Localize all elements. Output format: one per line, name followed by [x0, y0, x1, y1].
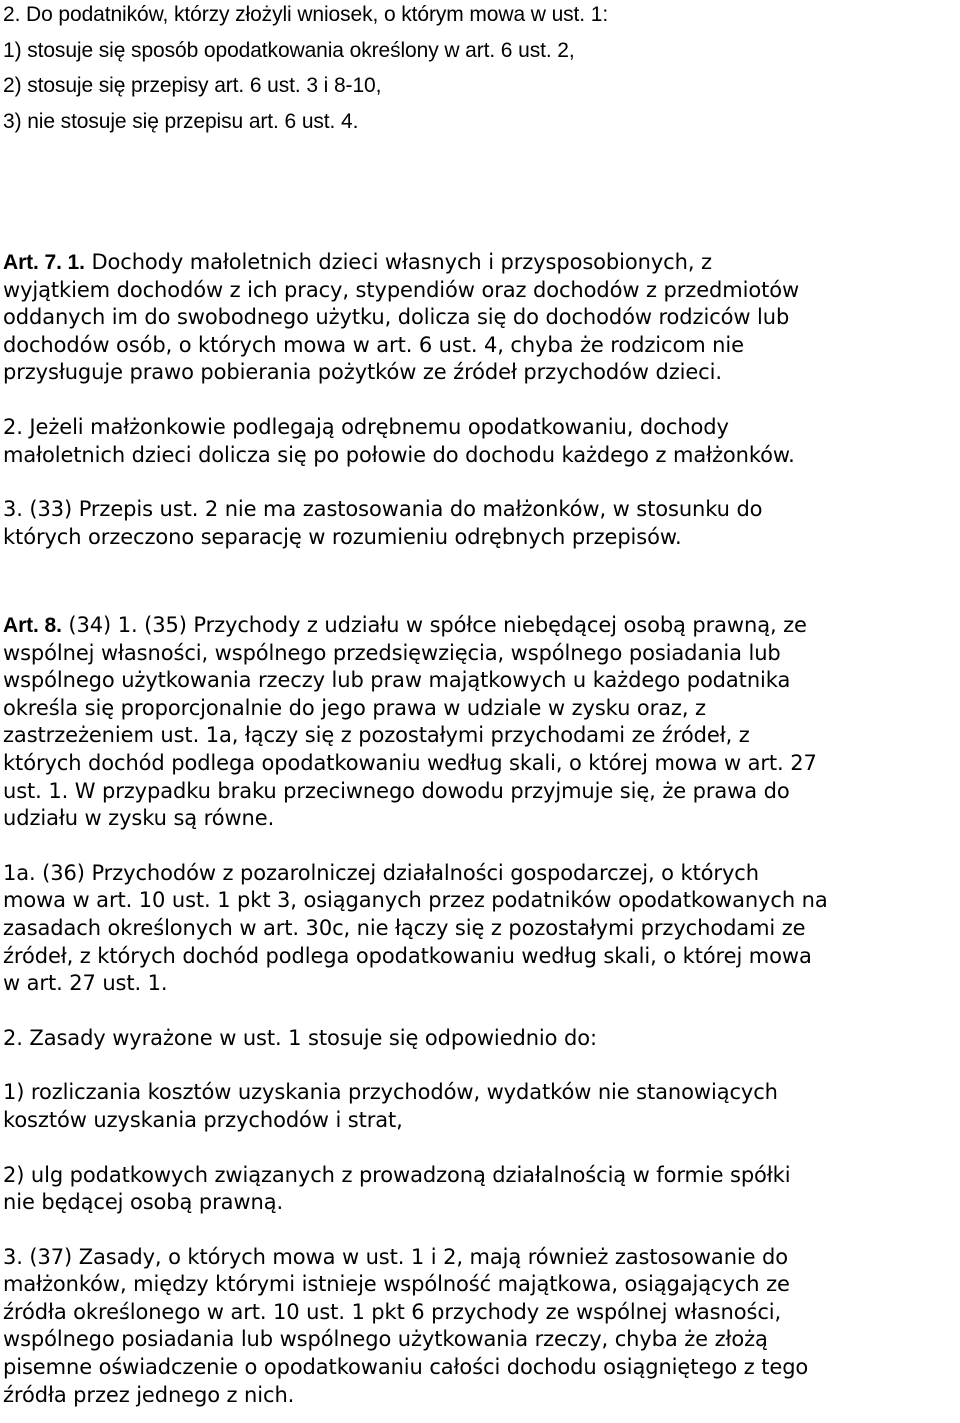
art8-p2-line: 2. Zasady wyrażone w ust. 1 stosuje się odpowiednio do: — [3, 1025, 597, 1050]
art8-p2-item-1-line: kosztów uzyskania przychodów i strat, — [3, 1107, 403, 1132]
intro-item-2: 2) stosuje się przepisy art. 6 ust. 3 i 8-10, — [3, 74, 382, 98]
art8-p1-line — [3, 612, 828, 640]
art8-p3-line: źródła określonego w art. 10 ust. 1 pkt 6 przychody ze wspólnej własności, — [3, 1299, 782, 1324]
article-7 — [3, 249, 799, 551]
art8-p2-item-1-line: 1) rozliczania kosztów uzyskania przychodów, wydatków nie stanowiących — [3, 1080, 778, 1105]
art8-p2-item-2-line: nie będącej osobą prawną. — [3, 1190, 284, 1215]
art8-p3-line: 3. (37) Zasady, o których mowa w ust. 1 i 2, mają również zastosowanie do — [3, 1244, 789, 1269]
art7-p1-text: Dochody małoletnich dzieci własnych i przysposobionych, z — [91, 250, 712, 274]
art8-heading: Art. 8. — [3, 614, 62, 637]
art8-p1a-line: w art. 27 ust. 1. — [3, 971, 168, 996]
art8-p1-line: których dochód podlega opodatkowaniu według skali, o której mowa w art. 27 — [3, 750, 817, 775]
art7-p1-line: wyjątkiem dochodów z ich pracy, stypendiów oraz dochodów z przedmiotów — [3, 277, 800, 302]
art7-p2-line: 2. Jeżeli małżonkowie podlegają odrębnemu opodatkowaniu, dochody — [3, 414, 729, 439]
art8-p3-line: źródła przez jednego z nich. — [3, 1382, 295, 1407]
article-8 — [3, 612, 828, 1409]
art8-p1-line: wspólnego użytkowania rzeczy lub praw majątkowych u każdego podatnika — [3, 668, 791, 693]
art7-p1-line: oddanych im do swobodnego użytku, dolicza się do dochodów rodziców lub — [3, 305, 790, 330]
art7-p2-line: małoletnich dzieci dolicza się po połowie do dochodu każdego z małżonków. — [3, 442, 795, 467]
art8-p3-line: pisemne oświadczenie o opodatkowaniu całości dochodu osiągniętego z tego — [3, 1355, 809, 1380]
art8-p1-line: zastrzeżeniem ust. 1a, łączy się z pozostałymi przychodami ze źródeł, z — [3, 723, 750, 748]
art7-heading: Art. 7. 1. — [3, 251, 85, 274]
intro-paragraph: 2. Do podatników, którzy złożyli wniosek, o którym mowa w ust. 1: — [3, 3, 609, 26]
art8-p1-line: określa się proporcjonalnie do jego prawa w udziale w zysku oraz, z — [3, 695, 706, 720]
art8-p3-line: małżonków, między którymi istnieje wspólność majątkowa, osiągających ze — [3, 1272, 790, 1297]
intro-item-1: 1) stosuje się sposób opodatkowania określony w art. 6 ust. 2, — [3, 38, 575, 62]
art8-p1a-line: 1a. (36) Przychodów z pozarolniczej działalności gospodarczej, o których — [3, 860, 759, 885]
art8-p3-line: wspólnego posiadania lub wspólnego użytkowania rzeczy, chyba że złożą — [3, 1327, 768, 1352]
art7-p1-line: przysługuje prawo pobierania pożytków ze źródeł przychodów dzieci. — [3, 360, 722, 385]
art8-p1-line: udziału w zysku są równe. — [3, 806, 275, 831]
art8-p1a-line: mowa w art. 10 ust. 1 pkt 3, osiąganych przez podatników opodatkowanych na — [3, 888, 828, 913]
art8-p1a-line: źródeł, z których dochód podlega opodatkowaniu według skali, o której mowa — [3, 943, 812, 968]
art7-p1-line — [3, 249, 799, 277]
art7-p3-line: 3. (33) Przepis ust. 2 nie ma zastosowania do małżonków, w stosunku do — [3, 497, 763, 522]
art7-p1-line: dochodów osób, o których mowa w art. 6 ust. 4, chyba że rodzicom nie — [3, 332, 744, 357]
art8-p2-item-2-line: 2) ulg podatkowych związanych z prowadzoną działalnością w formie spółki — [3, 1162, 791, 1187]
art8-p1-text: (34) 1. (35) Przychody z udziału w spółce niebędącej osobą prawną, ze — [68, 613, 807, 637]
art8-p1-line: ust. 1. W przypadku braku przeciwnego dowodu przyjmuje się, że prawa do — [3, 778, 790, 803]
art7-p3-line: których orzeczono separację w rozumieniu odrębnych przepisów. — [3, 524, 682, 549]
intro-section — [3, 1, 608, 135]
art8-p1-line: wspólnej własności, wspólnego przedsięwzięcia, wspólnego posiadania lub — [3, 640, 781, 665]
art8-p1a-line: zasadach określonych w art. 30c, nie łączy się z pozostałymi przychodami ze — [3, 915, 806, 940]
intro-item-3: 3) nie stosuje się przepisu art. 6 ust. 4. — [3, 109, 359, 133]
